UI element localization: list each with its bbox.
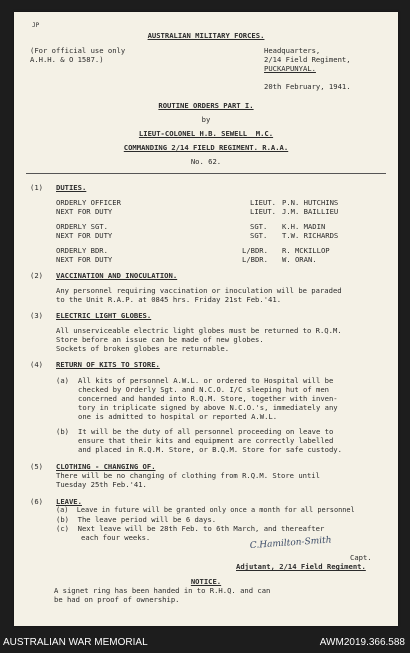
section-3-number: (3) [30, 311, 43, 320]
document-title: AUSTRALIAN MILITARY FORCES. [147, 31, 265, 40]
duty-rank: LIEUT. [250, 207, 276, 216]
duty-role: ORDERLY SGT. [56, 222, 108, 231]
hq-line-1: Headquarters, [264, 46, 321, 55]
section-3-text: Store before an issue can be made of new globes. [56, 335, 264, 344]
footer-accession-number: AWM2019.366.588 [319, 637, 405, 648]
section-2-text: Any personnel requiring vaccination or inoculation will be paraded [56, 286, 342, 295]
section-3-title: ELECTRIC LIGHT GLOBES. [56, 311, 152, 320]
section-4a-label: (a) [56, 376, 69, 385]
duty-name: W. ORAN. [282, 255, 317, 264]
footer-archive-name: AUSTRALIAN WAR MEMORIAL [3, 637, 148, 648]
commander-name: LIEUT-COLONEL H.B. SEWELL M.C. [138, 129, 274, 138]
section-5-text: There will be no changing of clothing from R.Q.M. Store until [56, 471, 320, 480]
notice-title: NOTICE. [190, 577, 222, 586]
section-5-title: CLOTHING - CHANGING OF. [56, 462, 156, 471]
signatory-rank: Capt. [350, 553, 372, 562]
hq-line-2: 2/14 Field Regiment, [264, 55, 351, 64]
section-1-number: (1) [30, 183, 43, 192]
duty-role: ORDERLY OFFICER [56, 198, 121, 207]
document-page [14, 12, 398, 626]
orders-title: ROUTINE ORDERS PART I. [158, 101, 254, 110]
section-6c-text: (c) Next leave will be 28th Feb. to 6th March, and thereafter [56, 524, 325, 533]
section-1-title: DUTIES. [56, 183, 87, 192]
official-use-line-1: (For official use only [30, 46, 126, 55]
corner-mark: JP [32, 22, 40, 29]
duty-name: P.N. HUTCHINS [282, 198, 339, 207]
section-6a-text: (a) Leave in future will be granted only once a month for all personnel [56, 506, 355, 514]
divider-rule [26, 173, 386, 174]
duty-role: NEXT FOR DUTY [56, 231, 113, 240]
duty-name: K.H. MADIN [282, 222, 326, 231]
section-6c-text: each four weeks. [81, 533, 151, 542]
section-2-title: VACCINATION AND INOCULATION. [56, 271, 178, 280]
section-2-text: to the Unit R.A.P. at 0845 hrs. Friday 21st Feb.'41. [56, 295, 282, 304]
order-number: No. 62. [190, 157, 222, 166]
notice-text: A signet ring has been handed in to R.H.Q. and can [54, 586, 271, 595]
duty-name: J.M. BAILLIEU [282, 207, 339, 216]
duty-role: NEXT FOR DUTY [56, 255, 113, 264]
section-4-number: (4) [30, 360, 43, 369]
section-4a-text: one is admitted to hospital or reported A.W.L. [78, 412, 278, 421]
duty-name: T.W. RICHARDS [282, 231, 339, 240]
section-4a-text: concerned and handed into R.Q.M. Store, together with inven- [78, 394, 338, 403]
section-6-number: (6) [30, 497, 43, 506]
hq-line-3: PUCKAPUNYAL. [264, 64, 316, 73]
document-date: 20th February, 1941. [264, 82, 351, 91]
section-4a-text: tory in triplicate signed by above N.C.O.'s, immediately any [78, 403, 338, 412]
section-5-number: (5) [30, 462, 43, 471]
duty-rank: L/BDR. [242, 255, 268, 264]
orders-by: by [201, 115, 211, 124]
official-use-line-2: A.H.H. & O 1587.) [30, 55, 104, 64]
duty-role: ORDERLY BDR. [56, 246, 108, 255]
section-5-text: Tuesday 25th Feb.'41. [56, 480, 147, 489]
duty-role: NEXT FOR DUTY [56, 207, 113, 216]
handwritten-signature: C.Hamilton-Smith [249, 535, 332, 552]
section-3-text: All unserviceable electric light globes must be returned to R.Q.M. [56, 326, 342, 335]
section-4a-text: All kits of personnel A.W.L. or ordered to Hospital will be [78, 376, 334, 385]
section-3-text: Sockets of broken globes are returnable. [56, 344, 230, 353]
section-6b-text: (b) The leave period will be 6 days. [56, 515, 217, 524]
commanding-unit: COMMANDING 2/14 FIELD REGIMENT. R.A.A. [123, 143, 289, 152]
section-4b-text: ensure that their kits and equipment are correctly labelled [78, 436, 334, 445]
signatory-role: Adjutant, 2/14 Field Regiment. [236, 562, 366, 571]
duty-rank: L/BDR. [242, 246, 268, 255]
section-2-number: (2) [30, 271, 43, 280]
duty-rank: SGT. [250, 222, 268, 231]
section-4b-text: and placed in R.Q.M. Store, or B.Q.M. Store for safe custody. [78, 445, 342, 454]
section-6-title: LEAVE. [56, 497, 82, 506]
section-4b-text: It will be the duty of all personnel proceeding on leave to [78, 427, 334, 436]
section-4-title: RETURN OF KITS TO STORE. [56, 360, 160, 369]
duty-rank: SGT. [250, 231, 268, 240]
notice-text: be had on proof of ownership. [54, 595, 180, 604]
section-4b-label: (b) [56, 427, 69, 436]
duty-rank: LIEUT. [250, 198, 276, 207]
section-4a-text: checked by Orderly Sgt. and N.C.O. I/C sleeping hut of men [78, 385, 329, 394]
duty-name: R. MCKILLOP [282, 246, 330, 255]
